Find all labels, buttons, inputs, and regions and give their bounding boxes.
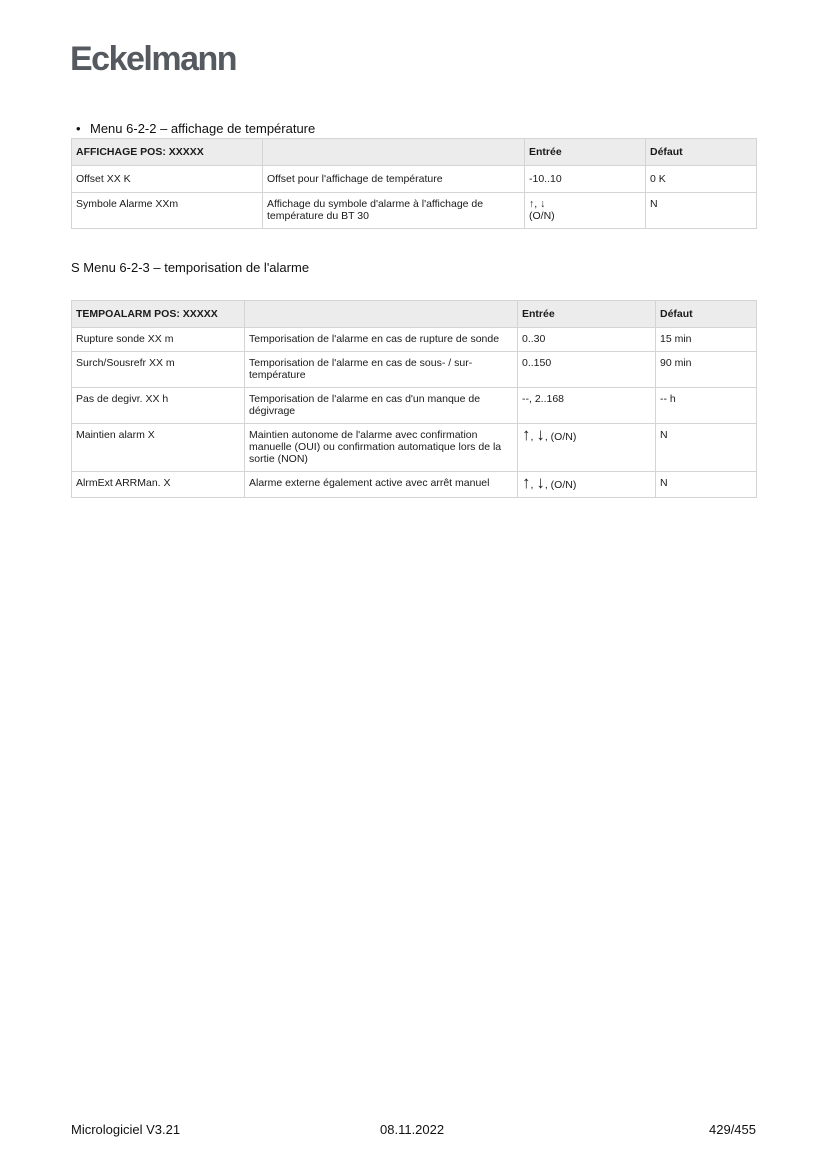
company-logo: Eckelmann — [70, 40, 237, 78]
param-entry — [525, 193, 646, 229]
column-header: TEMPOALARM POS: XXXXX — [72, 301, 245, 328]
column-header: Entrée — [518, 301, 656, 328]
table-header-row — [72, 301, 757, 328]
section-title-temporisation: S Menu 6-2-3 – temporisation de l'alarme — [71, 260, 310, 275]
column-header: AFFICHAGE POS: XXXXX — [72, 139, 263, 166]
arrow-up-icon: ↑ — [522, 473, 531, 492]
param-entry: --, 2..168 — [518, 388, 656, 424]
param-entry: 0..30 — [518, 328, 656, 352]
arrow-up-icon: ↑ — [522, 425, 531, 444]
footer-page-number: 429/455 — [709, 1122, 756, 1137]
footer-date: 08.11.2022 — [380, 1122, 445, 1137]
bullet-icon: • — [76, 121, 81, 136]
param-description: Temporisation de l'alarme en cas de sous- / sur-température — [245, 352, 518, 388]
param-description: Maintien autonome de l'alarme avec confirmation manuelle (OUI) ou confirmation automatique lors de la sortie (NON) — [245, 424, 518, 472]
param-name: Offset XX K — [72, 166, 263, 193]
column-header: Défaut — [656, 301, 757, 328]
entry-separator: , — [530, 431, 534, 443]
table-header-row — [72, 139, 757, 166]
param-entry: 0..150 — [518, 352, 656, 388]
param-name: Pas de degivr. XX h — [72, 388, 245, 424]
table-row — [72, 472, 757, 498]
entry-options: , (O/N) — [544, 431, 577, 443]
param-entry — [518, 424, 656, 472]
param-default: -- h — [656, 388, 757, 424]
column-header: Entrée — [525, 139, 646, 166]
param-default: 0 K — [646, 166, 757, 193]
entry-options: , (O/N) — [544, 479, 577, 491]
param-description: Affichage du symbole d'alarme à l'affichage de température du BT 30 — [263, 193, 525, 229]
table-row — [72, 193, 757, 229]
param-description: Offset pour l'affichage de température — [263, 166, 525, 193]
affichage-table — [71, 138, 757, 229]
table-row — [72, 388, 757, 424]
table-row — [72, 166, 757, 193]
param-description: Temporisation de l'alarme en cas d'un manque de dégivrage — [245, 388, 518, 424]
arrow-down-icon: ↓ — [536, 425, 545, 444]
tempoalarm-table — [71, 300, 757, 498]
param-default: N — [656, 424, 757, 472]
footer-firmware-version: Micrologiciel V3.21 — [71, 1122, 181, 1137]
param-entry: -10..10 — [525, 166, 646, 193]
column-header — [263, 139, 525, 166]
param-name: Surch/Sousrefr XX m — [72, 352, 245, 388]
param-name: Rupture sonde XX m — [72, 328, 245, 352]
table-row — [72, 328, 757, 352]
table-row — [72, 352, 757, 388]
param-entry — [518, 472, 656, 498]
entry-options: (O/N) — [529, 210, 555, 222]
param-description: Alarme externe également active avec arrêt manuel — [245, 472, 518, 498]
arrow-down-icon: ↓ — [536, 473, 545, 492]
section-title-text: Menu 6-2-2 – affichage de température — [90, 121, 316, 136]
param-name: Symbole Alarme XXm — [72, 193, 263, 229]
param-default: 90 min — [656, 352, 757, 388]
param-name: AlrmExt ARRMan. X — [72, 472, 245, 498]
param-default: N — [646, 193, 757, 229]
param-description: Temporisation de l'alarme en cas de rupture de sonde — [245, 328, 518, 352]
entry-separator: , — [530, 479, 534, 491]
param-default: 15 min — [656, 328, 757, 352]
column-header — [245, 301, 518, 328]
section-title-affichage — [76, 121, 315, 136]
param-default: N — [656, 472, 757, 498]
param-name: Maintien alarm X — [72, 424, 245, 472]
column-header: Défaut — [646, 139, 757, 166]
arrow-up-down-icon: ↑, ↓ — [529, 198, 546, 210]
table-row — [72, 424, 757, 472]
